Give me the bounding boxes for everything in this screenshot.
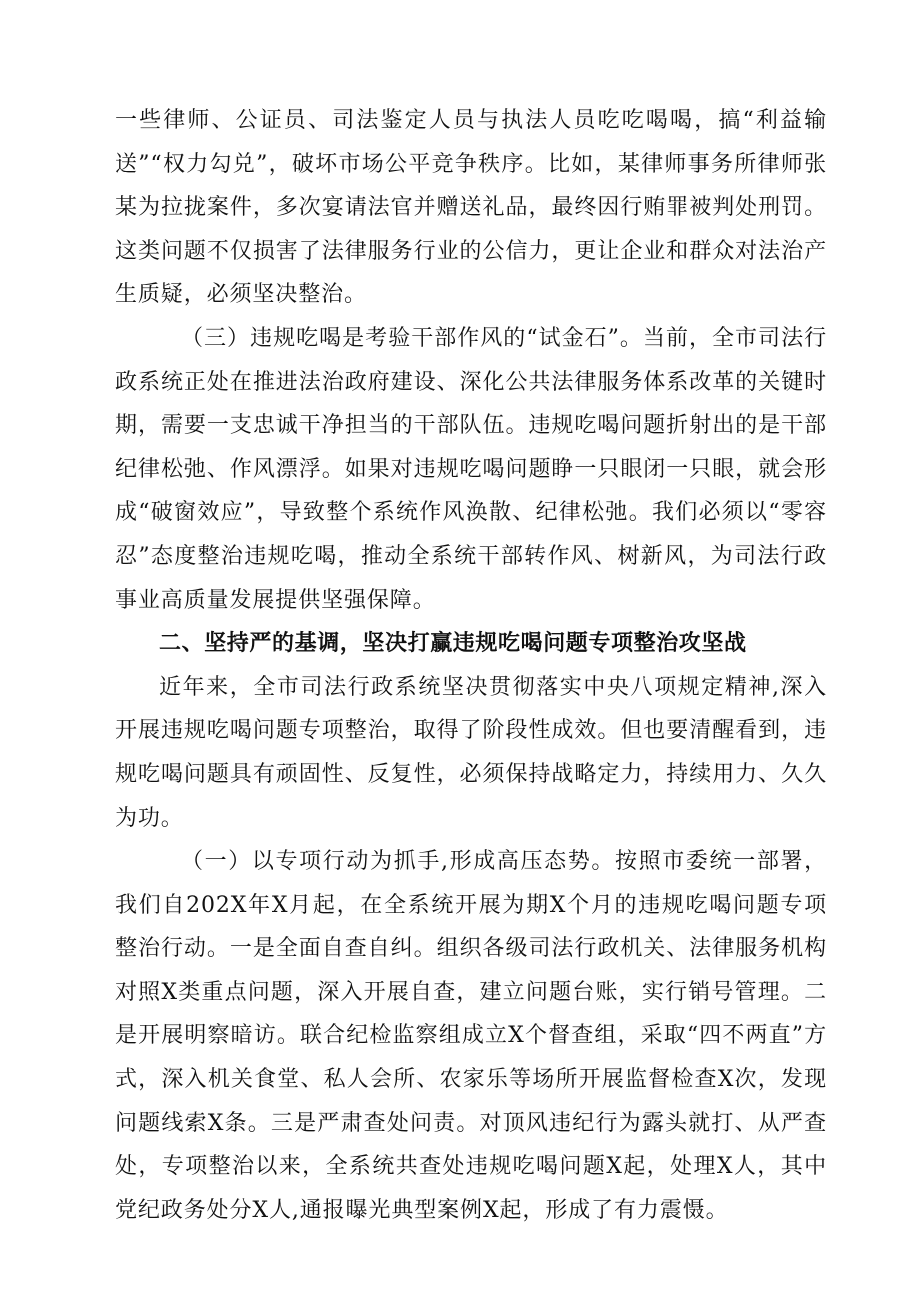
paragraph-intro: 近年来，全市司法行政系统坚决贯彻落实中央八项规定精神,深入开展违规吃喝问题专项整治，取得了阶段性成效。但也要清醒看到，违规吃喝问题具有顽固性、反复性，必须保持战略定力，持续用力、久久为功。 [115, 674, 827, 831]
paragraph-continuation: 一些律师、公证员、司法鉴定人员与执法人员吃吃喝喝，搞“利益输送”“权力勾兑”，破坏市场公平竞争秩序。比如，某律师事务所律师张某为拉拢案件，多次宴请法官并赠送礼品，最终因行贿罪被判处刑罚。这类问题不仅损害了法律服务行业的公信力，更让企业和群众对法治产生质疑，必须坚决整治。 [115, 108, 827, 308]
document-body [115, 99, 827, 1232]
paragraph-section-one: （一）以专项行动为抓手,形成高压态势。按照市委统一部署，我们自202X年X月起，在全系统开展为期X个月的违规吃喝问题专项整治行动。一是全面自查自纠。组织各级司法行政机关、法律服务机构对照X类重点问题，深入开展自查，建立问题台账，实行销号管理。二是开展明察暗访。联合纪检监察组成立X个督查组，采取“四不两直”方式，深入机关食堂、私人会所、农家乐等场所开展监督检查X次，发现问题线索X条。三是严肃查处问责。对顶风违纪行为露头就打、从严查处，专项整治以来，全系统共查处违规吃喝问题X起，处理X人，其中党纪政务处分X人,通报曝光典型案例X起，形成了有力震慑。 [115, 849, 827, 1223]
section-heading-two: 二、坚持严的基调，坚决打赢违规吃喝问题专项整治攻坚战 [159, 631, 747, 657]
paragraph-section-three: （三）违规吃喝是考验干部作风的“试金石”。当前，全市司法行政系统正处在推进法治政府建设、深化公共法律服务体系改革的关键时期，需要一支忠诚干净担当的干部队伍。违规吃喝问题折射出的是干部纪律松弛、作风漂浮。如果对违规吃喝问题睁一只眼闭一只眼，就会形成“破窗效应”，导致整个系统作风涣散、纪律松弛。我们必须以“零容忍”态度整治违规吃喝，推动全系统干部转作风、树新风，为司法行政事业高质量发展提供坚强保障。 [115, 325, 827, 613]
